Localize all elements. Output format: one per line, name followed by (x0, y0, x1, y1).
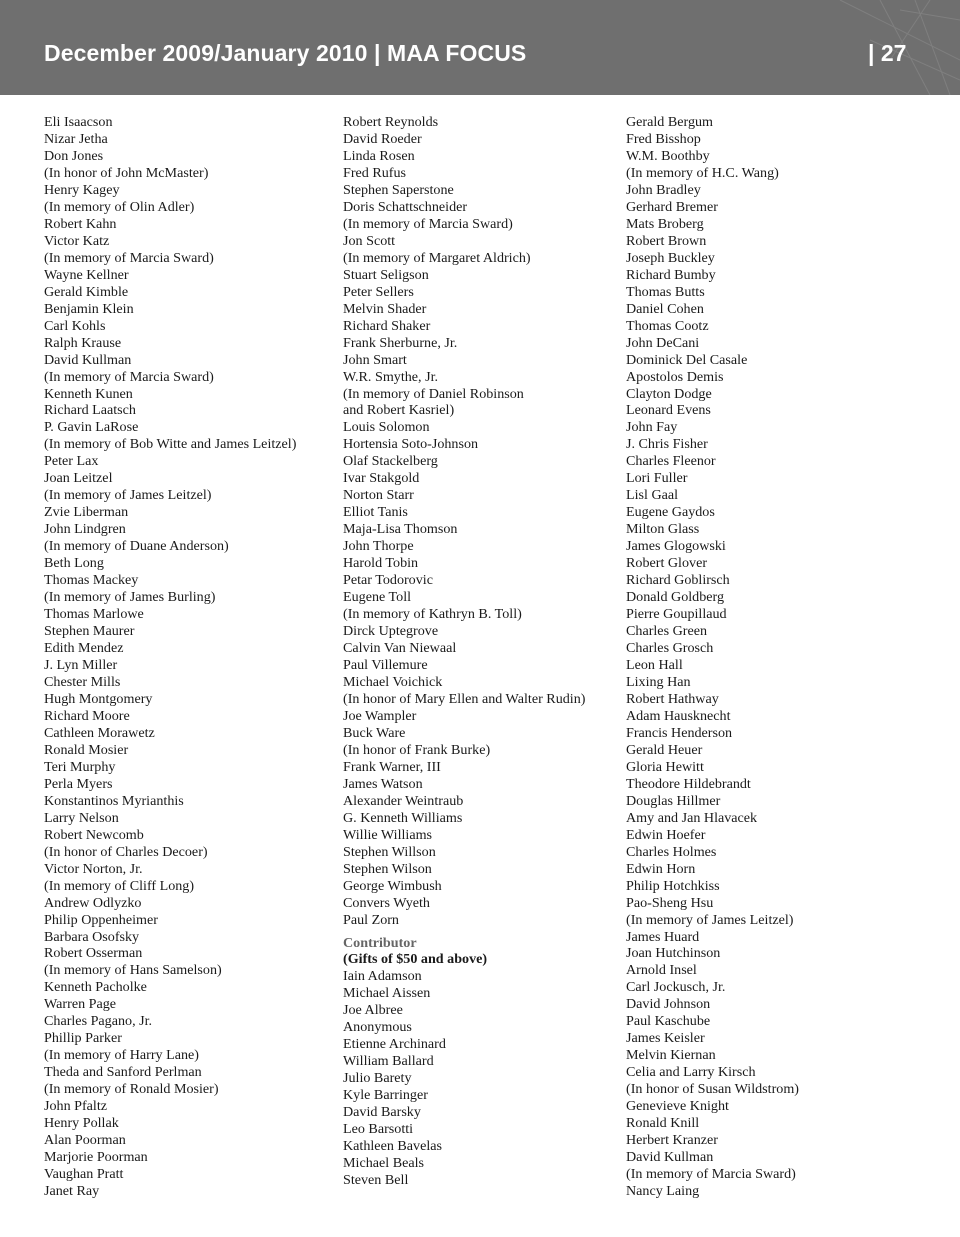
page-number: | 27 (868, 40, 907, 66)
donor-name: George Wimbush (343, 877, 442, 894)
donor-name: Theda and Sanford Perlman (44, 1064, 202, 1081)
donor-name: Andrew Odlyzko (44, 894, 142, 911)
donor-name: Joan Hutchinson (626, 945, 721, 962)
donor-name: James Glogowski (626, 538, 726, 555)
donor-name: Nancy Laing (626, 1183, 700, 1200)
page-header (0, 0, 960, 95)
donor-name: Fred Bisshop (626, 130, 701, 147)
donor-name: David Johnson (626, 996, 711, 1013)
donor-name: Charles Fleenor (626, 453, 716, 470)
donor-name: Vaughan Pratt (44, 1166, 124, 1183)
donor-name: and Robert Kasriel) (343, 402, 455, 419)
donor-name: (In memory of H.C. Wang) (626, 164, 779, 181)
donor-name: Ralph Krause (44, 334, 122, 351)
donor-name: James Huard (626, 928, 700, 945)
donor-name: Cathleen Morawetz (44, 724, 155, 741)
donor-name: Michael Voichick (343, 673, 443, 690)
donor-name: James Watson (343, 775, 423, 792)
donor-name: Stephen Maurer (44, 623, 135, 640)
header-decoration-icon (700, 0, 960, 95)
donor-name: Richard Bumby (626, 266, 716, 283)
donor-name: Henry Pollak (44, 1115, 119, 1132)
donor-name: Charles Pagano, Jr. (44, 1013, 153, 1030)
donor-name: Zvie Liberman (44, 504, 129, 521)
donor-name: Beth Long (44, 555, 104, 572)
donor-name: (In memory of Harry Lane) (44, 1047, 199, 1064)
donor-name: Thomas Marlowe (44, 606, 144, 623)
donor-name: Petar Todorovic (343, 572, 433, 589)
donor-column-1 (44, 114, 296, 1200)
donor-name: Edwin Hoefer (626, 826, 706, 843)
donor-name: Clayton Dodge (626, 385, 712, 402)
donor-column-2 (343, 114, 585, 1189)
donor-name: Donald Goldberg (626, 589, 724, 606)
donor-name: Etienne Archinard (343, 1036, 446, 1053)
donor-name: Apostolos Demis (626, 368, 724, 385)
donor-name: Melvin Shader (343, 300, 427, 317)
donor-name: Philip Oppenheimer (44, 911, 158, 928)
donor-name: Celia and Larry Kirsch (626, 1064, 756, 1081)
donor-name: (In memory of Daniel Robinson (343, 385, 524, 402)
donor-name: Philip Hotchkiss (626, 877, 720, 894)
donor-name: Robert Reynolds (343, 114, 439, 130)
donor-name: Gerald Heuer (626, 741, 703, 758)
donor-name: Elliot Tanis (343, 504, 408, 521)
donor-name: (In memory of Cliff Long) (44, 877, 195, 894)
donor-name: Don Jones (44, 147, 104, 164)
donor-name: Adam Hausknecht (626, 707, 731, 724)
donor-name: Carl Kohls (44, 317, 106, 334)
donor-name: Thomas Mackey (44, 572, 139, 589)
donor-name: Pierre Goupillaud (626, 606, 727, 623)
donor-name: Olaf Stackelberg (343, 453, 438, 470)
donor-name: Joseph Buckley (626, 249, 715, 266)
donor-name: Hugh Montgomery (44, 690, 153, 707)
donor-name: (In memory of Marcia Sward) (44, 249, 214, 266)
donor-column-3 (626, 114, 799, 1200)
donor-name: W.R. Smythe, Jr. (343, 368, 439, 385)
donor-name: Charles Grosch (626, 640, 714, 657)
donor-name: Benjamin Klein (44, 300, 134, 317)
donor-name: Frank Sherburne, Jr. (343, 334, 458, 351)
donor-name: Douglas Hillmer (626, 792, 721, 809)
publication-title: December 2009/January 2010 | MAA FOCUS (44, 40, 527, 66)
donor-name: David Kullman (44, 351, 132, 368)
donor-name: Norton Starr (343, 487, 414, 504)
donor-name: Richard Goblirsch (626, 572, 730, 589)
donor-name: Herbert Kranzer (626, 1132, 718, 1149)
donor-name: Paul Villemure (343, 657, 428, 673)
donor-name: John Thorpe (343, 538, 414, 555)
donor-name: (In honor of Charles Decoer) (44, 843, 208, 860)
donor-name: (In memory of James Burling) (44, 589, 216, 606)
donor-name: Fred Rufus (343, 164, 407, 181)
donor-name: Thomas Butts (626, 283, 705, 300)
donor-name: Robert Newcomb (44, 826, 144, 843)
donor-name: Nizar Jetha (44, 130, 108, 147)
donor-name: (In memory of Bob Witte and James Leitzel) (44, 436, 297, 453)
donor-name: Ronald Knill (626, 1115, 700, 1132)
donor-name: Larry Nelson (44, 809, 119, 826)
donor-name: John DeCani (626, 334, 700, 351)
donor-name: Gerald Kimble (44, 283, 129, 300)
donor-name: Harold Tobin (343, 555, 419, 572)
donor-name: Leonard Evens (626, 402, 711, 419)
donor-name: (In memory of Ronald Mosier) (44, 1081, 219, 1098)
donor-name: Milton Glass (626, 521, 700, 538)
donor-name: Teri Murphy (44, 758, 116, 775)
donor-name: (In memory of Duane Anderson) (44, 538, 229, 555)
donor-name: Alexander Weintraub (343, 792, 464, 809)
donor-name: Lori Fuller (626, 470, 688, 487)
donor-name: (In memory of James Leitzel) (626, 911, 794, 928)
donor-name: Henry Kagey (44, 181, 120, 198)
donor-name: Richard Shaker (343, 317, 431, 334)
donor-name: Linda Rosen (343, 147, 415, 164)
donor-name: (In honor of Mary Ellen and Walter Rudin) (343, 690, 586, 707)
donor-name: (In memory of Margaret Aldrich) (343, 249, 531, 266)
donor-name: Iain Adamson (343, 968, 422, 985)
donor-name: Julio Barety (343, 1070, 412, 1087)
donor-name: Kyle Barringer (343, 1087, 428, 1104)
donor-name: Dominick Del Casale (626, 351, 748, 368)
donor-name: Robert Hathway (626, 690, 719, 707)
donor-name: Joan Leitzel (44, 470, 113, 487)
donor-name: Robert Kahn (44, 215, 117, 232)
donor-name: Genevieve Knight (626, 1098, 729, 1115)
donor-name: Doris Schattschneider (343, 198, 468, 215)
donor-name: Convers Wyeth (343, 894, 430, 911)
donor-name: (In memory of Olin Adler) (44, 198, 195, 215)
donor-name: Richard Laatsch (44, 402, 136, 419)
contributor-list (343, 968, 585, 1189)
donor-name: W.M. Boothby (626, 147, 710, 164)
donor-name: Joe Albree (343, 1002, 403, 1019)
donor-name: Edwin Horn (626, 860, 696, 877)
donor-name: Amy and Jan Hlavacek (626, 809, 758, 826)
donor-name: Leon Hall (626, 657, 683, 673)
donor-name: G. Kenneth Williams (343, 809, 463, 826)
donor-name: (In memory of James Leitzel) (44, 487, 212, 504)
donor-name: Peter Sellers (343, 283, 414, 300)
donor-name: Wayne Kellner (44, 266, 129, 283)
donor-name: John Lindgren (44, 521, 126, 538)
donor-name: Lisl Gaal (626, 487, 679, 504)
donor-name: Mats Broberg (626, 215, 704, 232)
donor-name: Michael Aissen (343, 985, 431, 1002)
donor-name: James Keisler (626, 1030, 705, 1047)
donor-name: Eugene Toll (343, 589, 412, 606)
donor-name: Gerhard Bremer (626, 198, 718, 215)
donor-name: Stephen Wilson (343, 860, 432, 877)
donor-name: Charles Green (626, 623, 708, 640)
donor-name: Barbara Osofsky (44, 928, 140, 945)
donor-name: J. Chris Fisher (626, 436, 708, 453)
donor-name: Kenneth Pacholke (44, 979, 147, 996)
donor-name: Melvin Kiernan (626, 1047, 716, 1064)
contributor-subheading: (Gifts of $50 and above) (343, 951, 488, 968)
donor-name: P. Gavin LaRose (44, 419, 139, 436)
donor-name: Louis Solomon (343, 419, 430, 436)
donor-name: (In memory of Marcia Sward) (44, 368, 214, 385)
donor-name: Alan Poorman (44, 1132, 126, 1149)
donor-name: Leo Barsotti (343, 1121, 414, 1138)
donor-name: David Roeder (343, 130, 422, 147)
donor-name: Richard Moore (44, 707, 130, 724)
donor-name: Chester Mills (44, 673, 121, 690)
donor-name: Victor Norton, Jr. (44, 860, 143, 877)
donor-name: Robert Osserman (44, 945, 143, 962)
donor-name: Stephen Willson (343, 843, 436, 860)
donor-name: Edith Mendez (44, 640, 124, 657)
donor-name: Arnold Insel (626, 962, 697, 979)
donor-name: Calvin Van Niewaal (343, 640, 457, 657)
donor-name: Warren Page (44, 996, 117, 1013)
donor-name: Thomas Cootz (626, 317, 709, 334)
donor-name: Carl Jockusch, Jr. (626, 979, 726, 996)
donor-name: Buck Ware (343, 724, 406, 741)
donor-list-2 (343, 114, 585, 929)
donor-name: (In honor of Susan Wildstrom) (626, 1081, 799, 1098)
donor-name: David Barsky (343, 1104, 421, 1121)
donor-name: Robert Brown (626, 232, 707, 249)
donor-name: Ivar Stakgold (343, 470, 420, 487)
donor-name: Eli Isaacson (44, 114, 113, 130)
donor-name: Charles Holmes (626, 843, 717, 860)
donor-name: Maja-Lisa Thomson (343, 521, 458, 538)
donor-name: Paul Kaschube (626, 1013, 711, 1030)
donor-name: Ronald Mosier (44, 741, 129, 758)
donor-name: Daniel Cohen (626, 300, 704, 317)
donor-name: Konstantinos Myrianthis (44, 792, 184, 809)
donor-name: David Kullman (626, 1149, 714, 1166)
donor-name: William Ballard (343, 1053, 434, 1070)
donor-name: John Fay (626, 419, 678, 436)
donor-name: Eugene Gaydos (626, 504, 715, 521)
donor-name: John Smart (343, 351, 407, 368)
donor-name: Gloria Hewitt (626, 758, 704, 775)
donor-name: Kathleen Bavelas (343, 1138, 443, 1155)
donor-name: Steven Bell (343, 1172, 409, 1189)
donor-name: Kenneth Kunen (44, 385, 133, 402)
donor-name: John Bradley (626, 181, 701, 198)
contributor-heading: Contributor (343, 934, 417, 951)
donor-name: Robert Glover (626, 555, 708, 572)
donor-name: Francis Henderson (626, 724, 733, 741)
donor-name: Phillip Parker (44, 1030, 122, 1047)
donor-name: (In honor of Frank Burke) (343, 741, 491, 758)
donor-name: (In memory of Hans Samelson) (44, 962, 222, 979)
donor-name: Jon Scott (343, 232, 396, 249)
donor-name: Pao-Sheng Hsu (626, 894, 714, 911)
donor-name: Joe Wampler (343, 707, 417, 724)
donor-name: Michael Beals (343, 1155, 425, 1172)
donor-name: Willie Williams (343, 826, 433, 843)
donor-name: Frank Warner, III (343, 758, 441, 775)
donor-name: Janet Ray (44, 1183, 100, 1200)
donor-name: Hortensia Soto-Johnson (343, 436, 479, 453)
donor-name: (In memory of Marcia Sward) (626, 1166, 796, 1183)
donor-name: Lixing Han (626, 673, 691, 690)
donor-name: Anonymous (343, 1019, 412, 1036)
donor-name: (In memory of Kathryn B. Toll) (343, 606, 522, 623)
donor-name: Stephen Saperstone (343, 181, 454, 198)
donor-name: (In memory of Marcia Sward) (343, 215, 513, 232)
donor-name: Paul Zorn (343, 911, 399, 928)
donor-name: Stuart Seligson (343, 266, 429, 283)
donor-name: Peter Lax (44, 453, 99, 470)
donor-name: John Pfaltz (44, 1098, 108, 1115)
donor-name: Marjorie Poorman (44, 1149, 148, 1166)
donor-name: Theodore Hildebrandt (626, 775, 751, 792)
donor-name: Victor Katz (44, 232, 110, 249)
donor-name: Perla Myers (44, 775, 113, 792)
donor-name: Gerald Bergum (626, 114, 714, 130)
donor-name: (In honor of John McMaster) (44, 164, 209, 181)
donor-name: Dirck Uptegrove (343, 623, 439, 640)
donor-name: J. Lyn Miller (44, 657, 118, 673)
